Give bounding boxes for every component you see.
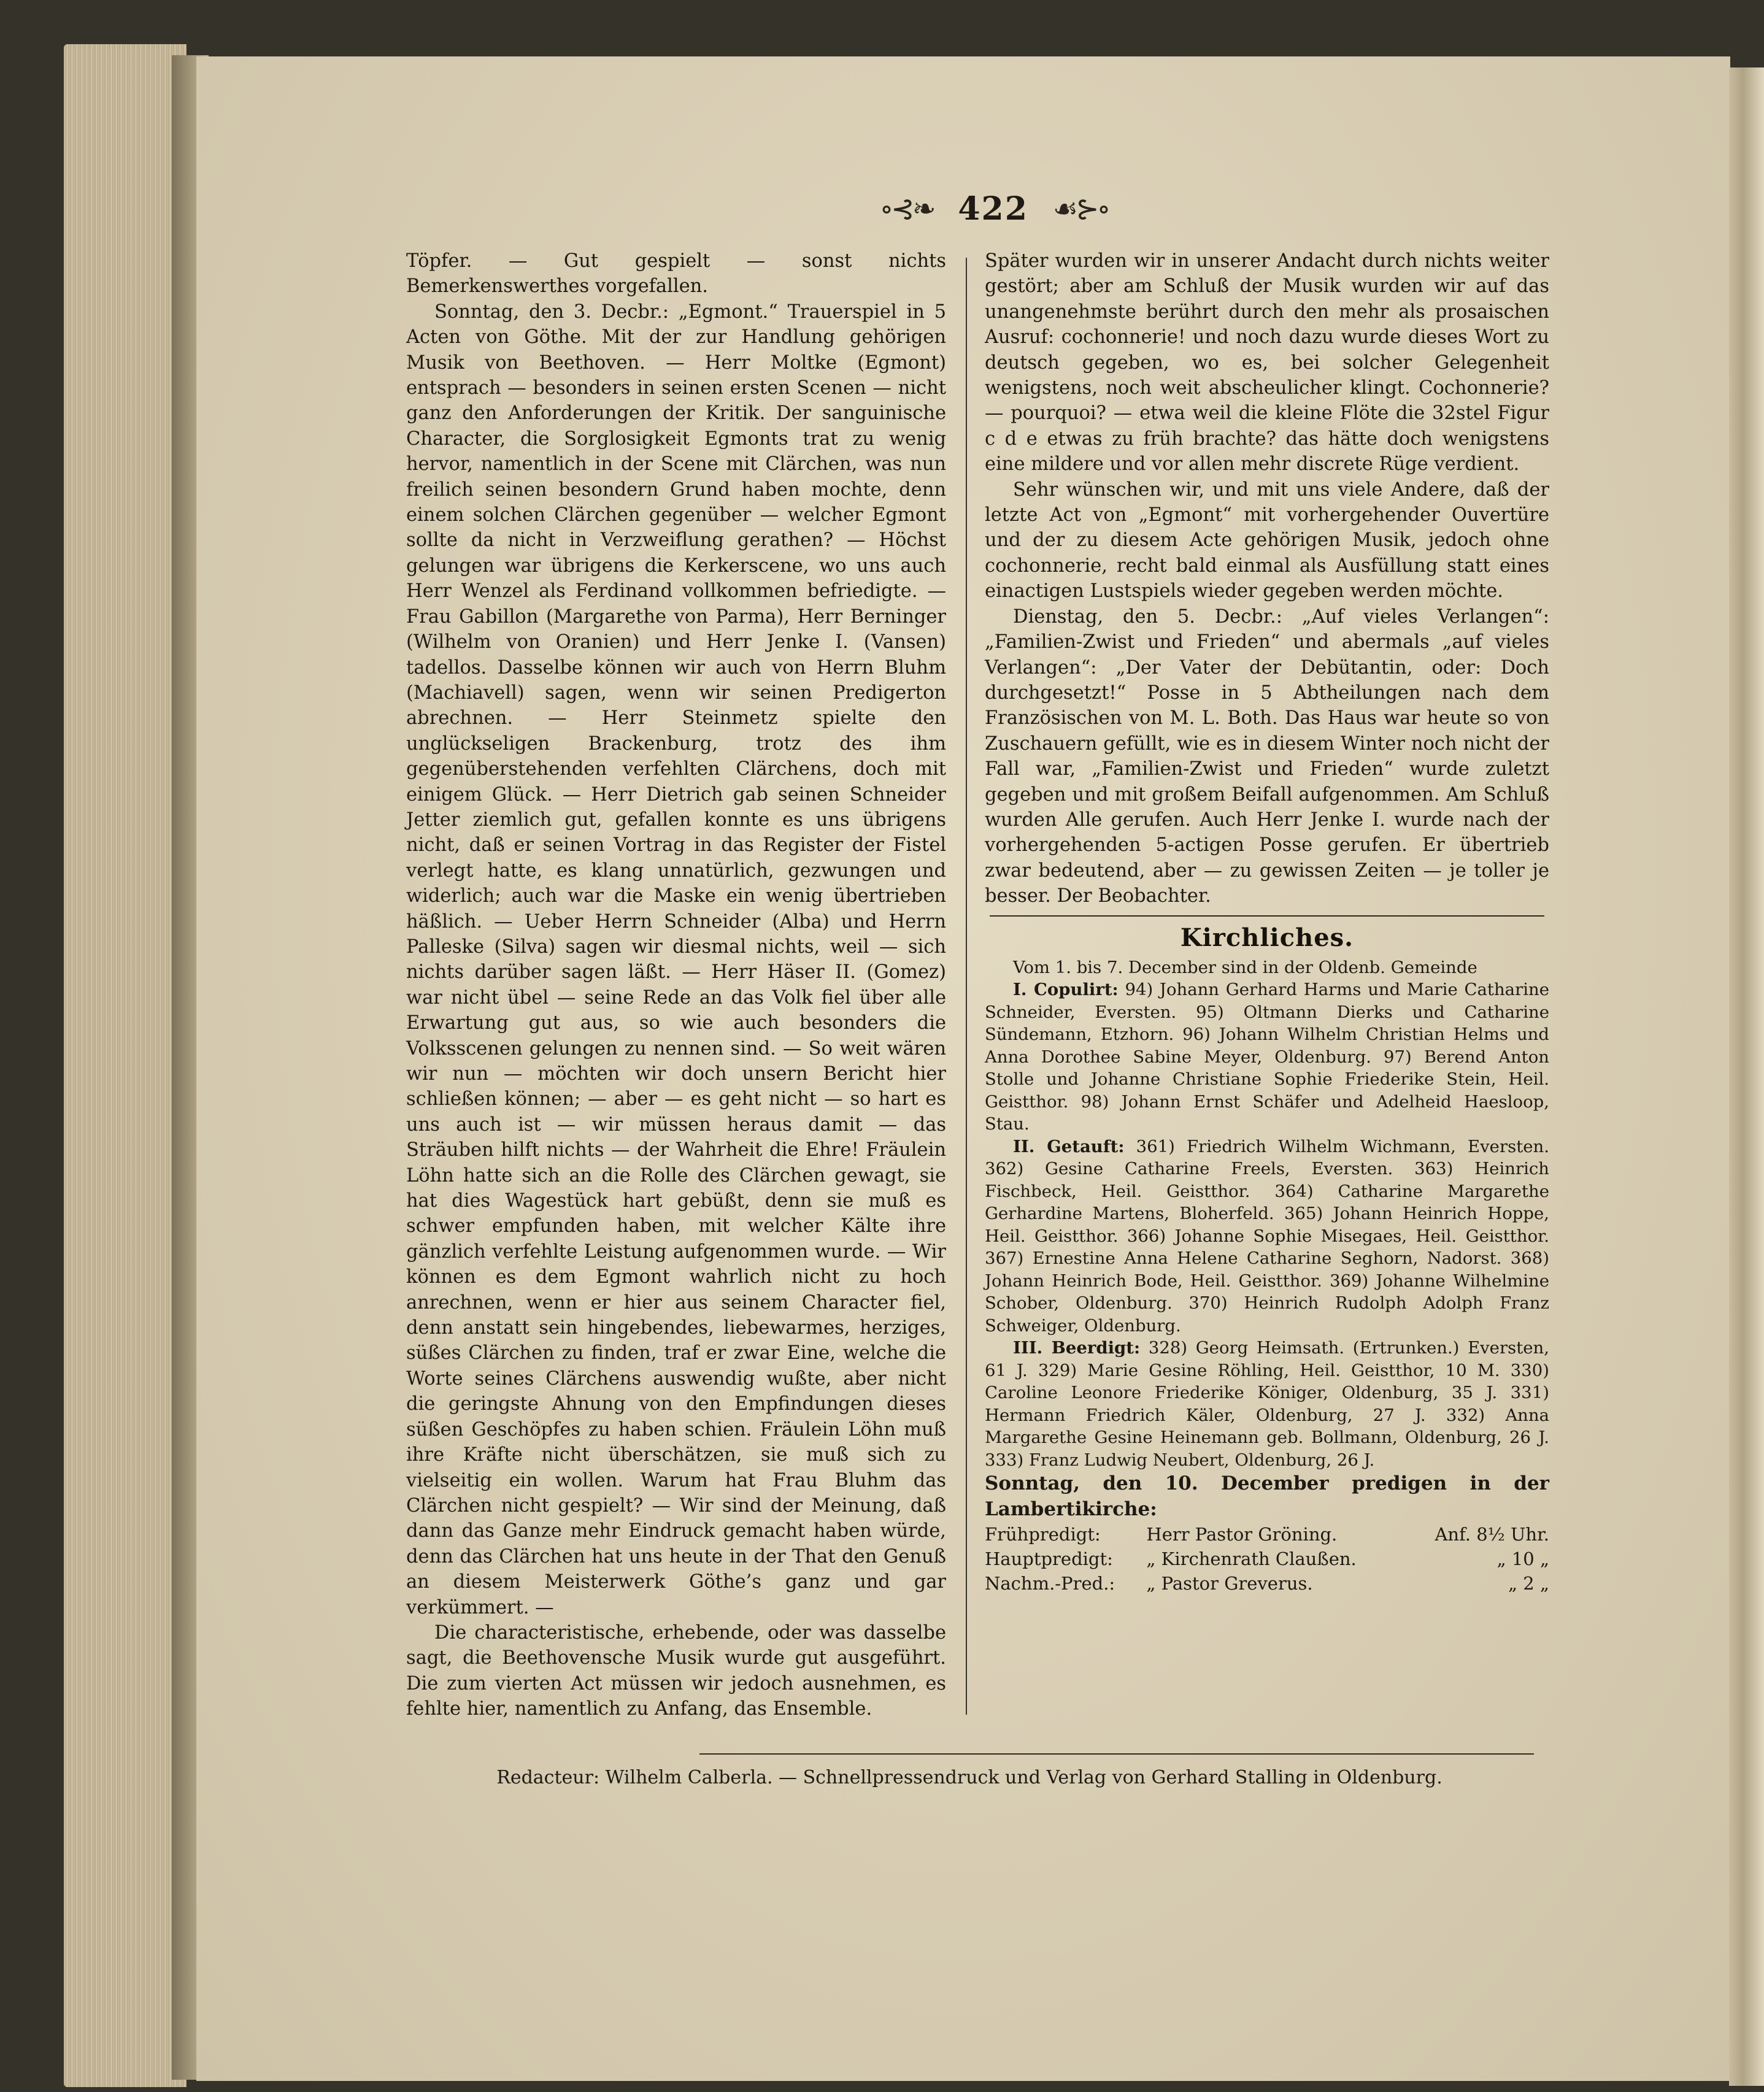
copulated-entry (985, 979, 1549, 1136)
table-row (985, 1571, 1549, 1596)
paragraph: Dienstag, den 5. Decbr.: „Auf vieles Verlangen“: „Familien-Zwist und Frieden“ und abermals „auf vieles Verlangen“: „Der Vater der Debütantin, oder: Doch durchgesetzt!“ Posse in 5 Abtheilungen nach dem Französischen von M. L. Both. Das Haus war heute so von Zuschauern gefüllt, wie es in diesem Winter noch nicht der Fall war, „Familien-Zwist und Frieden“ wurde zuletzt gegeben und mit großem Beifall aufgenommen. Am Schluß wurden Alle gerufen. Auch Herr Jenke I. wurde nach der vorhergehenden 5-actigen Posse gerufen. Er übertrieb zwar bedeutend, aber — zu gewissen Zeiten — je toller je besser. Der Beobachter. (985, 606, 1549, 907)
preacher-cell: Herr Pastor Gröning. (1146, 1524, 1338, 1545)
start-cell: Anf. 8½ Uhr. (1435, 1524, 1549, 1545)
copulated-label: I. Copulirt: (1013, 980, 1119, 1000)
copulated-text: 94) Johann Gerhard Harms und Marie Catharine Schneider, Eversten. 95) Oltmann Dierks und Catharine Sündemann, Etzhorn. 96) Johann Wilhelm Christian Helms und Anna Dorothee Sabine Meyer, Oldenburg. 97) Berend Anton Stolle und Johanne Christiane Sophie Friederike Stein, Heil. Geistthor. 98) Johann Ernst Schäfer und Adelheid Haesloop, Stau. (985, 980, 1549, 1134)
service-cell: Nachm.-Pred.: (985, 1573, 1115, 1594)
start-cell: „ 2 „ (1508, 1573, 1549, 1594)
facing-page-edge (1729, 67, 1764, 2086)
ornament-left-icon: ∘⊰❧ (879, 192, 934, 225)
preacher-cell: „ Kirchenrath Claußen. (1146, 1548, 1357, 1570)
book-page-edges (64, 44, 187, 2087)
baptized-entry (985, 1136, 1549, 1337)
section-rule (990, 915, 1544, 917)
buried-label: III. Beerdigt: (1013, 1338, 1141, 1358)
page-header (847, 190, 1141, 227)
sermon-schedule (985, 1522, 1549, 1596)
ornament-right-icon: ☙⊱∘ (1052, 192, 1109, 225)
column-divider (966, 258, 967, 1715)
service-cell: Frühpredigt: (985, 1524, 1101, 1545)
church-intro: Vom 1. bis 7. December sind in der Oldenb. Gemeinde (1013, 957, 1477, 977)
footer-rule (699, 1753, 1534, 1755)
schedule-heading: Sonntag, den 10. December predigen in der Lambertikirche: (985, 1472, 1549, 1520)
buried-entry (985, 1337, 1549, 1471)
start-cell: „ 10 „ (1496, 1548, 1549, 1570)
paragraph: Später wurden wir in unserer Andacht durch nichts weiter gestört; aber am Schluß der Musik wurden wir auf das unangenehmste berührt durch den mehr als prosaischen Ausruf: cochonnerie! und noch dazu wurde dieses Wort zu deutsch gegeben, wo es, bei solcher Gelegenheit wenigstens, noch weit abscheulicher klingt. Cochonnerie? — pourquoi? — etwa weil die kleine Flöte die 32stel Figur c d e etwas zu früh brachte? das hätte doch wenigstens eine mildere und vor allen mehr discrete Rüge verdient. (985, 250, 1549, 475)
paragraph: Die characteristische, erhebende, oder was dasselbe sagt, die Beethovensche Musik wurde gut ausgeführt. Die zum vierten Act müssen wir jedoch ausnehmen, es fehlte hier, namentlich zu Anfang, das Ensemble. (406, 1621, 946, 1720)
table-row (985, 1522, 1549, 1547)
paragraph: Sonntag, den 3. Decbr.: „Egmont.“ Trauerspiel in 5 Acten von Göthe. Mit der zur Handlung gehörigen Musik von Beethoven. — Herr Moltke (Egmont) entsprach — besonders in seinen ersten Scenen — nicht ganz den Anforderungen der Kritik. Der sanguinische Character, die Sorglosigkeit Egmonts trat zu wenig hervor, namentlich in der Scene mit Clärchen, was nun freilich seinen besondern Grund haben mochte, denn einem solchen Clärchen gegenüber — welcher Egmont sollte da nicht in Verzweiflung gerathen? — Höchst gelungen war übrigens die Kerkerscene, wo uns auch Herr Wenzel als Ferdinand vollkommen befriedigte. — Frau Gabillon (Margarethe von Parma), Herr Berninger (Wilhelm von Oranien) und Herr Jenke I. (Vansen) tadellos. Dasselbe können wir auch von Herrn Bluhm (Machiavell) sagen, wenn wir seinen Predigerton abrechnen. — Herr Steinmetz spielte den unglückseligen Brackenburg, trotz des ihm gegenüberstehenden verfehlten Clärchens, doch mit einigem Glück. — Herr Dietrich gab seinen Schneider Jetter ziemlich gut, gefallen konnte es uns übrigens nicht, daß er seinen Vortrag in das Register der Fistel verlegt hatte, es klang unnatürlich, gezwungen und widerlich; auch war die Maske ein wenig übertrieben häßlich. — Ueber Herrn Schneider (Alba) und Herrn Palleske (Silva) sagen wir diesmal nichts, weil — sich nichts darüber sagen läßt. — Herr Häser II. (Gomez) war nicht übel — seine Rede an das Volk fiel über alle Erwartung gut aus, so wie auch besonders die Volksscenen gelungen zu nennen sind. — So weit wären wir nun — möchten wir doch unsern Bericht hier schließen können; — aber — es geht nicht — so hart es uns auch ist — wir müssen heraus damit — das Sträuben hilft nichts — der Wahrheit die Ehre! Fräulein Löhn hatte sich an die Rolle des Clärchen gewagt, sie hat dies Wagestück hart gebüßt, denn sie muß es schwer empfunden haben, mit welcher Kälte ihre gänzlich verfehlte Leistung aufgenommen wurde. — Wir können es dem Egmont wahrlich nicht zu hoch anrechnen, wenn er hier aus seinem Character fiel, denn anstatt sein hingebendes, liebewarmes, herziges, süßes Clärchen zu finden, traf er zwar Eine, welche die Worte seines Clärchens auswendig wußte, aber nicht die geringste Ahnung von den Empfindungen dieses süßen Geschöpfes zu haben schien. Fräulein Löhn muß ihre Kräfte nicht überschätzen, sie muß sich zu vielseitig ein wollen. Warum hat Frau Bluhm das Clärchen nicht gespielt? — Wir sind der Meinung, daß dann das Ganze mehr Eindruck gemacht haben würde, denn das Clärchen hat uns heute in der That den Genuß an diesem Meisterwerk Göthe’s ganz und gar verkümmert. — (406, 301, 946, 1618)
imprint-footer: Redacteur: Wilhelm Calberla. — Schnellpressendruck und Verlag von Gerhard Stalling in Oldenburg. (496, 1767, 1442, 1788)
section-title: Kirchliches. (1180, 923, 1354, 952)
preacher-cell: „ Pastor Greverus. (1146, 1573, 1313, 1594)
left-column (406, 248, 946, 1722)
buried-text: 328) Georg Heimsath. (Ertrunken.) Eversten, 61 J. 329) Marie Gesine Röhling, Heil. Geistthor, 10 M. 330) Caroline Leonore Friederike Königer, Oldenburg, 35 J. 331) Hermann Friedrich Käler, Oldenburg, 27 J. 332) Anna Margarethe Gesine Heinemann geb. Bollmann, Oldenburg, 26 J. 333) Franz Ludwig Neubert, Oldenburg, 26 J. (985, 1338, 1549, 1470)
paragraph: Sehr wünschen wir, und mit uns viele Andere, daß der letzte Act von „Egmont“ mit vorhergehender Ouvertüre und der zu diesem Acte gehörigen Musik, jedoch ohne cochonnerie, recht bald einmal als Ausfüllung statt eines einactigen Lustspiels wieder gegeben werden möchte. (985, 479, 1549, 602)
baptized-text: 361) Friedrich Wilhelm Wichmann, Eversten. 362) Gesine Catharine Freels, Eversten. 363) Heinrich Fischbeck, Heil. Geistthor. 364) Catharine Margarethe Gerhardine Martens, Bloherfeld. 365) Johann Heinrich Hoppe, Heil. Geistthor. 366) Johanne Sophie Misegaes, Heil. Geistthor. 367) Ernestine Anna Helene Catharine Seghorn, Nadorst. 368) Johann Heinrich Bode, Heil. Geistthor. 369) Johanne Wilhelmine Schober, Oldenburg. 370) Heinrich Rudolph Adolph Franz Schweiger, Oldenburg. (985, 1136, 1549, 1336)
table-row (985, 1547, 1549, 1571)
service-cell: Hauptpredigt: (985, 1548, 1113, 1570)
page-number: 422 (958, 190, 1028, 228)
paragraph: Töpfer. — Gut gespielt — sonst nichts Bemerkenswerthes vorgefallen. (406, 250, 946, 298)
baptized-label: II. Getauft: (1013, 1136, 1125, 1156)
right-column (985, 248, 1549, 1596)
